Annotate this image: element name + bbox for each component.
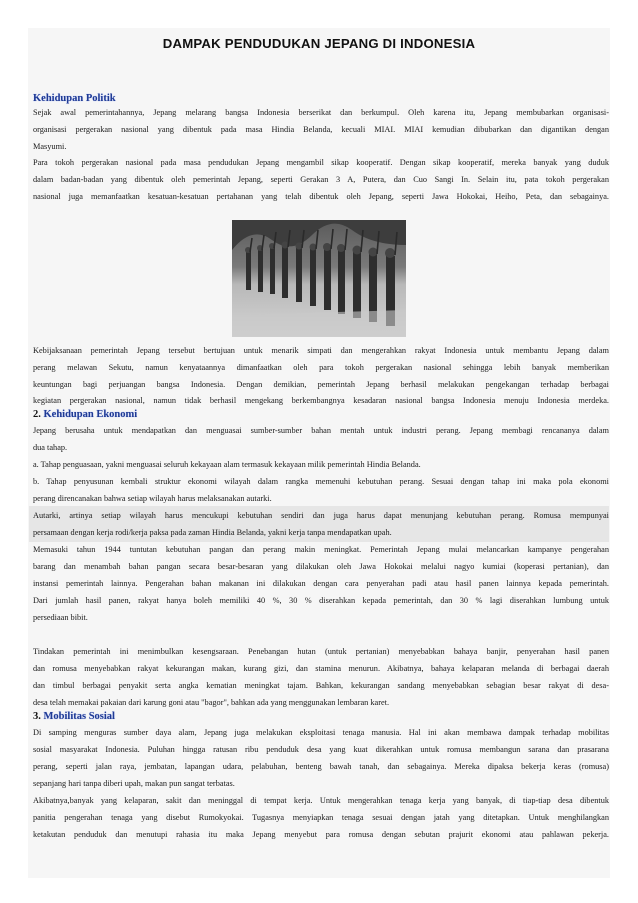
soldiers-saluting-photo [232,220,406,337]
paragraph-line: Dari jumlah hasil panen, rakyat hanya boleh memiliki 40 %, 30 % diserahkan kepada pemerintah, dan 30 % lagi diserahkan lumbung untuk [33,596,609,605]
paragraph-line: perang direncanakan bahwa setiap wilayah harus melaksanakan autarki. [33,494,272,503]
paragraph-line: kegiatan pergerakan nasional, namun tidak berhasil mengekang berkembangnya kesadaran nasional bangsa Indonesia menuju Indonesia merdeka. [33,396,609,405]
section-heading-text: Kehidupan Politik [33,93,116,104]
paragraph-line: Akibatnya,banyak yang kelaparan, sakit dan meninggal di tempat kerja. Untuk mengerahkan tenaga kerja yang banyak, di tiap-tiap desa dibentuk [33,796,609,805]
paragraph-line: dan timbul berbagai penyakit serta angka kematian meningkat tajam. Bahkan, kekurangan sandang menyebabkan sebagian besar rakyat di desa- [33,681,609,690]
paragraph-line: Memasuki tahun 1944 tuntutan kebutuhan pangan dan perang makin meningkat. Pemerintah Jepang mulai melancarkan kampanye pengerahan [33,545,609,554]
paragraph-line: dalam badan-badan yang dibentuk oleh pemerintah Jepang, seperti Gerakan 3 A, Putera, dan Cuo Sangi In. Selain itu, pata tokoh pergerakan [33,175,609,184]
section-heading-text: Mobilitas Sosial [43,711,115,722]
paragraph-line: persediaan bibit. [33,613,88,622]
paragraph-line: dan romusa menyebabkan rakyat kekurangan makan, kurang gizi, dan stamina menurun. Akibatnya, bahaya kelaparan melanda di berbagai daerah [33,664,609,673]
paragraph-line: dua tahap. [33,443,68,452]
paragraph-line: panitia pengerahan tenaga yang disebut Rumokyokai. Tugasnya menyiapkan tenaga sesuai dengan jatah yang ditetapkan. Untuk menghilangkan [33,813,609,822]
paragraph-line: perang, seperti jalan raya, jembatan, lapangan udara, pelabuhan, benteng bawah tanah, dan sebagainya. Mereka dipaksa bekerja keras (romusa) [33,762,609,771]
section-heading-text: Kehidupan Ekonomi [43,409,138,420]
paragraph-line: persamaan dengan kerja rodi/kerja paksa pada zaman Hindia Belanda, yakni kerja tanpa mendapatkan upah. [33,528,392,537]
paragraph-line: nasional juga memanfaatkan kesatuan-kesatuan pertahanan yang telah dibentuk oleh Jepang, seperti Jawa Hokokai, Heiho, Peta, dan sebagainya. [33,192,609,201]
section-number: 2. [33,409,41,420]
paragraph-line: Masyumi. [33,142,67,151]
paragraph-line: instansi pemerintah lainnya. Pengerahan bahan makanan ini dilakukan dengan cara penyerahan padi atau hasil panen lainnya kepada pemerintah. [33,579,609,588]
section-number: 3. [33,711,41,722]
paragraph-line: Autarki, artinya setiap wilayah harus mencukupi kebutuhan sendiri dan juga harus dapat menunjang kebutuhan perang. Romusa mempunyai [33,511,609,520]
section-heading-politik [33,93,116,104]
paragraph-line: Di samping menguras sumber daya alam, Jepang juga melakukan eksploitasi tenaga manusia. Hal ini akan membawa dampak terhadap mobilitas [33,728,609,737]
section-heading-mobilitas [33,711,115,722]
paragraph-line: a. Tahap penguasaan, yakni menguasai seluruh kekayaan alam termasuk kekayaan milik pemerintah Hindia Belanda. [33,460,421,469]
paragraph-line: sepanjang hari tanpa diberi upah, makan pun sangat terbatas. [33,779,235,788]
paragraph-line: sosial masyarakat Indonesia. Puluhan hingga ratusan ribu penduduk desa yang kuat dikerahkan untuk romusa membangun sarana dan prasarana [33,745,609,754]
paragraph-line: Tindakan pemerintah ini menimbulkan kesengsaraan. Penebangan hutan (untuk pertanian) menyebabkan bahaya banjir, penyerahan hasil panen [33,647,609,656]
paragraph-line: Jepang berusaha untuk mendapatkan dan menguasai sumber-sumber bahan mentah untuk industri perang. Jepang membagi rencananya dalam [33,426,609,435]
paragraph-line: b. Tahap penyusunan kembali struktur ekonomi wilayah dalam rangka memenuhi kebutuhan perang. Sesuai dengan tahap ini maka pola ekonomi [33,477,609,486]
page-title: DAMPAK PENDUDUKAN JEPANG DI INDONESIA [162,36,476,51]
paragraph-line: barang dan menambah bahan pangan secara besar-besaran yang dilakukan oleh Jawa Hokokai melalui nagyo kumiai (koperasi pertanian), dan [33,562,609,571]
paragraph-line: Para tokoh pergerakan nasional pada masa pendudukan Jepang mengambil sikap kooperatif. Dengan sikap kooperatif, mereka banyak yang duduk [33,158,609,167]
paragraph-line: Sejak awal pemerintahannya, Jepang melarang bangsa Indonesia berserikat dan berkumpul. Oleh karena itu, Jepang membubarkan organisasi- [33,108,609,117]
section-heading-ekonomi [33,409,137,420]
paragraph-line: desa telah memakai pakaian dari karung goni atau "bagor", bahkan ada yang menggunakan lembaran karet. [33,698,390,707]
paragraph-line: Kebijaksanaan pemerintah Jepang tersebut bertujuan untuk menarik simpati dan mengerahkan rakyat Indonesia untuk membantu Jepang dalam [33,346,609,355]
paragraph-line: organisasi pergerakan nasional yang dibentuk pada masa Hindia Belanda, kecuali MIAI. MIAI kemudian dibubarkan dan digantikan dengan [33,125,609,134]
paragraph-line: keuntungan bagi perjuangan bangsa Indonesia. Dengan demikian, pemerintah Jepang berhasil melakukan pengekangan terhadap berbagai [33,380,609,389]
paragraph-line: perang melawan Sekutu, namun kenyataannya dimanfaatkan oleh para tokoh pergerakan nasional sehingga lebih banyak memberikan [33,363,609,372]
paragraph-line: ketakutan penduduk dan menutupi rahasia itu maka Jepang menyebut para romusa dengan sebutan prajurit ekonomi atau pahlawan pekerja. [33,830,609,839]
